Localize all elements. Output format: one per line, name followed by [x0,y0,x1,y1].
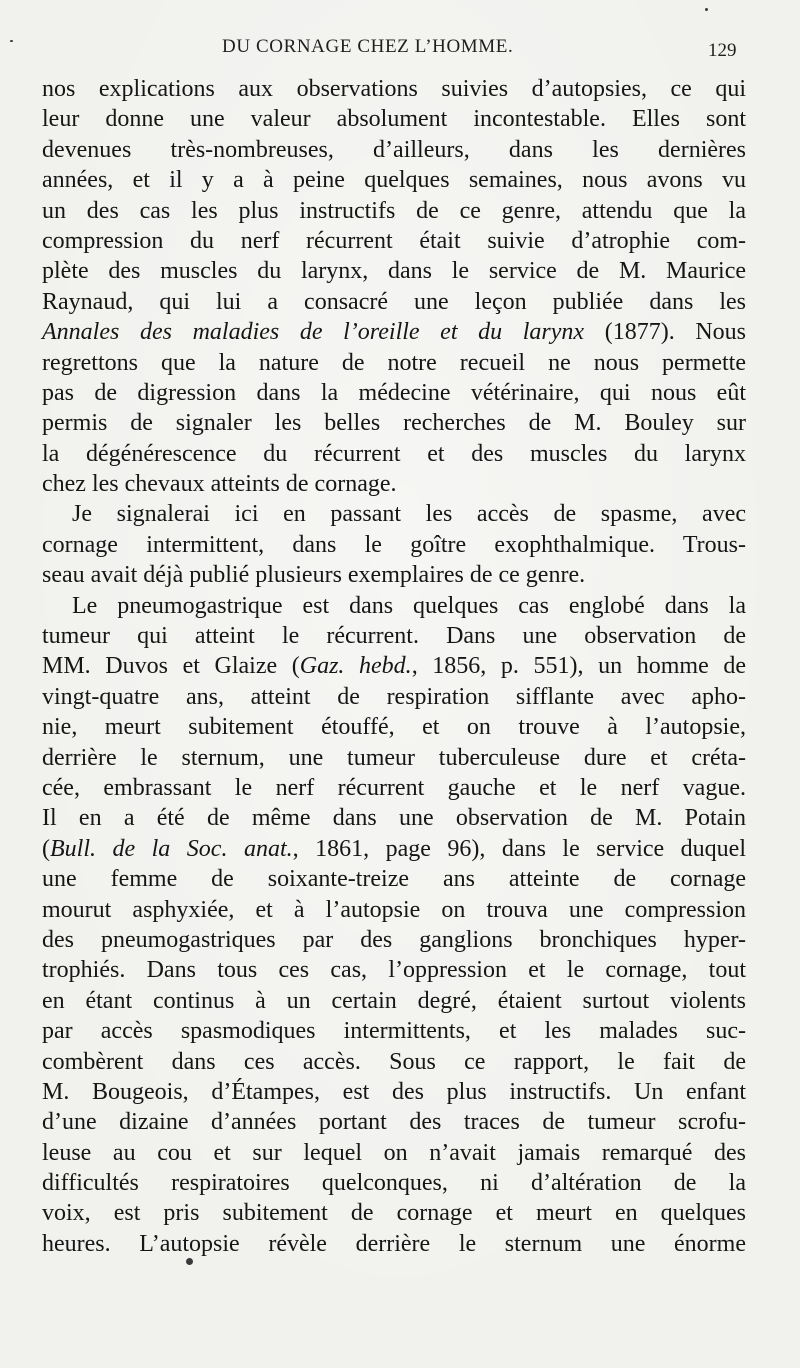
text-line: vingt-quatre ans, atteint de respiration sifflante avec apho- [42,683,746,710]
text-line: Il en a été de même dans une observation de M. Potain [42,805,746,832]
text-line: tumeur qui atteint le récurrent. Dans une observation de [42,623,746,650]
text-line: difficultés respiratoires quelconques, ni d’altération de la [42,1170,746,1197]
text-line: Raynaud, qui lui a consacré une leçon publiée dans les [42,288,746,315]
text-line: compression du nerf récurrent était suivie d’atrophie com- [42,227,746,254]
text-line: pas de digression dans la médecine vétérinaire, qui nous eût [42,379,746,406]
text-line: un des cas les plus instructifs de ce genre, attendu que la [42,197,746,224]
text-line: combèrent dans ces accès. Sous ce rapport, le fait de [42,1048,746,1075]
text-line: seau avait déjà publié plusieurs exemplaires de ce genre. [42,562,586,589]
text-line: par accès spasmodiques intermittents, et les malades suc- [42,1018,746,1045]
page-number: 129 [708,40,737,61]
text-line: voix, est pris subitement de cornage et meurt en quelques [42,1200,746,1227]
text-line: regrettons que la nature de notre recueil ne nous permette [42,349,746,376]
text-line: derrière le sternum, une tumeur tuberculeuse dure et créta- [42,744,746,771]
text-line: (Bull. de la Soc. anat., 1861, page 96), dans le service duquel [42,835,747,862]
running-title: DU CORNAGE CHEZ L’HOMME. [222,36,514,57]
text-line: Le pneumogastrique est dans quelques cas englobé dans la [72,592,746,619]
body-text [42,74,746,1259]
text-line: leuse au cou et sur lequel on n’avait jamais remarqué des [42,1139,746,1166]
text-line: plète des muscles du larynx, dans le service de M. Maurice [42,258,746,285]
text-line: la dégénérescence du récurrent et des muscles du larynx [42,440,746,467]
text-line: permis de signaler les belles recherches de M. Bouley sur [42,410,746,437]
text-line: nos explications aux observations suivies d’autopsies, ce qui [42,76,746,102]
text-line: en étant continus à un certain degré, étaient surtout violents [42,987,746,1014]
ink-speck [10,40,13,42]
text-line: devenues très-nombreuses, d’ailleurs, dans les dernières [42,136,746,163]
journal-citation: Bull. de la Soc. anat. [50,835,293,862]
text-line: trophiés. Dans tous ces cas, l’oppression et le cornage, tout [42,957,746,984]
text-line: cornage intermittent, dans le goître exophthalmique. Trous- [42,531,746,558]
text-line: chez les chevaux atteints de cornage. [42,471,397,498]
text-line: années, et il y a à peine quelques semaines, nous avons vu [42,167,746,194]
ink-speck [705,8,708,11]
text-line: cée, embrassant le nerf récurrent gauche et le nerf vague. [42,774,746,801]
journal-title: Annales des maladies de l’oreille et du larynx [42,319,585,346]
text-line: Je signalerai ici en passant les accès de spasme, avec [72,501,746,528]
running-header [0,36,800,66]
journal-citation: Gaz. hebd. [299,653,412,680]
text-line: leur donne une valeur absolument incontestable. Elles sont [42,106,746,133]
text-line: mourut asphyxiée, et à l’autopsie on trouva une compression [42,896,746,923]
text-line: d’une dizaine d’années portant des traces de tumeur scrofu- [42,1109,746,1136]
text-line: Annales des maladies de l’oreille et du larynx (1877). Nous [42,319,746,346]
text-line: une femme de soixante-treize ans atteinte de cornage [42,866,746,893]
text-line: des pneumogastriques par des ganglions bronchiques hyper- [42,926,746,953]
text-line: MM. Duvos et Glaize (Gaz. hebd., 1856, p. 551), un homme de [42,653,746,680]
text-line: nie, meurt subitement étouffé, et on trouve à l’autopsie, [42,714,746,741]
ink-blot [186,1258,193,1265]
text-line: heures. L’autopsie révèle derrière le sternum une énorme [42,1230,746,1257]
text-line: M. Bougeois, d’Étampes, est des plus instructifs. Un enfant [42,1078,746,1105]
